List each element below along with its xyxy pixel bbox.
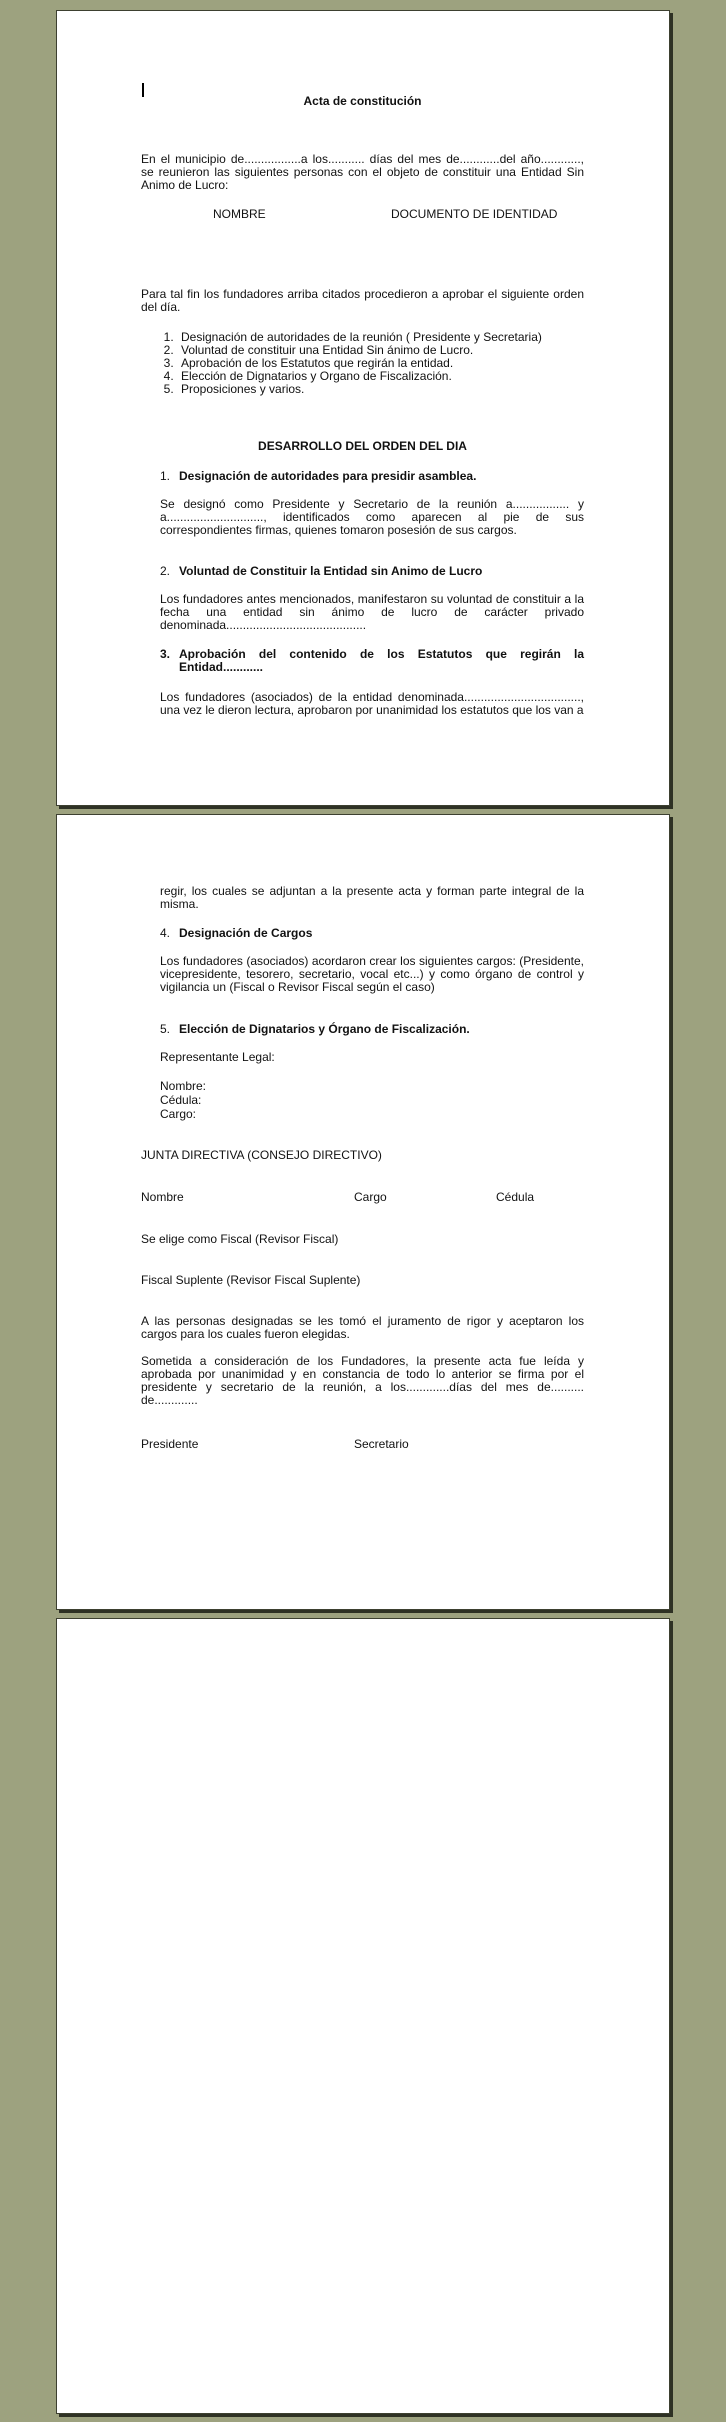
- orden-item: 3. Aprobación de los Estatutos que regirán la entidad.: [177, 357, 584, 370]
- secretario-label: Secretario: [354, 1437, 409, 1451]
- document-page-3: [56, 1618, 670, 2414]
- rep-cedula: Cédula:: [160, 1093, 202, 1107]
- section-2-number: 2.: [160, 564, 171, 578]
- col-cedula: Cédula: [496, 1190, 535, 1204]
- orden-item: 1. Designación de autoridades de la reunión ( Presidente y Secretaria): [177, 331, 584, 344]
- juramento-paragraph: A las personas designadas se les tomó el juramento de rigor y aceptaron los cargos para los cuales fueron elegidas.: [141, 1314, 584, 1341]
- section-1-heading: [160, 470, 584, 483]
- orden-item: 5. Proposiciones y varios.: [177, 383, 584, 396]
- document-page-1: [56, 10, 670, 806]
- section-5-title: Elección de Dignatarios y Órgano de Fiscalización.: [179, 1022, 470, 1036]
- col-cargo: Cargo: [354, 1190, 387, 1204]
- section-4-text: Los fundadores (asociados) acordaron crear los siguientes cargos: (Presidente, vicepresidente, tesorero, secretario, vocal etc...) y como órgano de control y vigilancia un (Fiscal o Revisor Fiscal según el caso): [160, 954, 584, 994]
- section-3-title: Aprobación del contenido de los Estatutos que regirán la Entidad............: [179, 647, 584, 674]
- section-3-number: 3.: [160, 647, 171, 661]
- presidente-label: Presidente: [141, 1437, 199, 1451]
- rep-nombre: Nombre:: [160, 1079, 207, 1093]
- orden-intro: Para tal fin los fundadores arriba citados procedieron a aprobar el siguiente orden del día.: [141, 287, 584, 314]
- col-nombre: Nombre: [141, 1190, 184, 1204]
- representante-legal: Representante Legal:: [160, 1050, 275, 1064]
- section-1-text: Se designó como Presidente y Secretario de la reunión a................. y a............................., identificados como aparecen al pie de sus correspondientes firmas, quienes tomaron posesión de sus cargos.: [160, 497, 584, 537]
- orden-item: 4. Elección de Dignatarios y Organo de Fiscalización.: [177, 370, 584, 383]
- junta-directiva: JUNTA DIRECTIVA (CONSEJO DIRECTIVO): [141, 1148, 382, 1162]
- cierre-paragraph: Sometida a consideración de los Fundadores, la presente acta fue leída y aprobada por unanimidad y en constancia de todo lo anterior se firma por el presidente y secretario de la reunión, a los.............días del mes de.......... de.............: [141, 1354, 584, 1407]
- section-4-number: 4.: [160, 926, 171, 940]
- orden-item: 2. Voluntad de constituir una Entidad Sin ánimo de Lucro.: [177, 344, 584, 357]
- section-3-heading: [160, 648, 584, 674]
- section-2-text: Los fundadores antes mencionados, manifestaron su voluntad de constituir a la fecha una entidad sin ánimo de lucro de carácter privado denominada..........................................: [160, 592, 584, 632]
- orden-list: [141, 331, 584, 396]
- section-2-heading: [160, 565, 584, 578]
- fiscal-line: Se elige como Fiscal (Revisor Fiscal): [141, 1232, 339, 1246]
- section-5-heading: [160, 1023, 584, 1036]
- section-3-text: Los fundadores (asociados) de la entidad denominada..................................., una vez le dieron lectura, aprobaron por unanimidad los estatutos que los van a: [160, 690, 584, 717]
- document-title: Acta de constitución: [303, 94, 422, 108]
- section-1-number: 1.: [160, 469, 171, 483]
- document-page-2: [56, 814, 670, 1610]
- section-4-heading: [160, 927, 584, 940]
- rep-cargo: Cargo:: [160, 1107, 197, 1121]
- section-5-number: 5.: [160, 1022, 171, 1036]
- col-nombre: NOMBRE: [213, 207, 266, 221]
- section-4-title: Designación de Cargos: [179, 926, 313, 940]
- col-documento: DOCUMENTO DE IDENTIDAD: [391, 207, 558, 221]
- section-1-title: Designación de autoridades para presidir asamblea.: [179, 469, 477, 483]
- desarrollo-title: DESARROLLO DEL ORDEN DEL DIA: [258, 439, 467, 453]
- section-3-continuation: regir, los cuales se adjuntan a la presente acta y forman parte integral de la misma.: [160, 884, 584, 911]
- intro-paragraph: En el municipio de.................a los........... días del mes de............del año............, se reunieron las siguientes personas con el objeto de constituir una Entidad Sin Animo de Lucro:: [141, 152, 584, 192]
- fiscal-suplente-line: Fiscal Suplente (Revisor Fiscal Suplente): [141, 1273, 361, 1287]
- section-2-title: Voluntad de Constituir la Entidad sin Animo de Lucro: [179, 564, 483, 578]
